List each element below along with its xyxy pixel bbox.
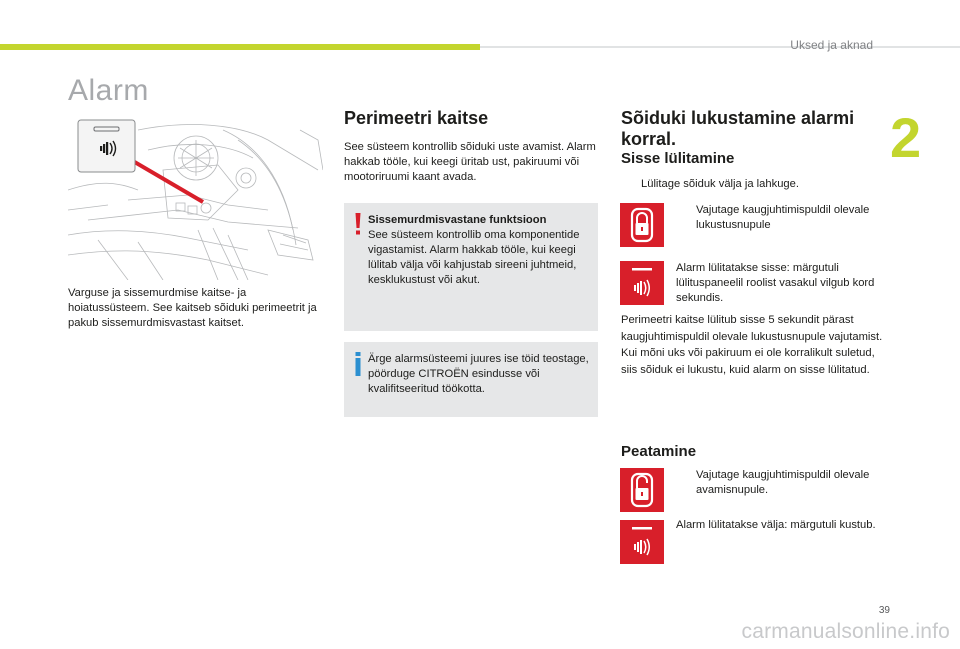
deactivation-title: Peatamine bbox=[621, 443, 697, 460]
watermark: carmanualsonline.info bbox=[741, 620, 950, 643]
info-note-text: Ärge alarmsüsteemi juures ise töid teostage, pöörduge CITROËN esindusse või kvalifitseeritud töökotta. bbox=[368, 353, 589, 395]
alarm-off-indicator-button bbox=[620, 520, 664, 564]
step-switch-off bbox=[621, 177, 871, 192]
lock-button-icon bbox=[620, 203, 664, 247]
step-press-unlock-text: Vajutage kaugjuhtimispuldil olevale avamisnupule. bbox=[696, 469, 870, 496]
chapter-number: 2 bbox=[890, 106, 922, 169]
page-title: Alarm bbox=[68, 74, 149, 107]
lock-closed-icon bbox=[620, 203, 664, 247]
locking-title: Sõiduki lukustamine alarmi korral. bbox=[621, 108, 855, 149]
intro-text: Varguse ja sissemurdmise kaitse- ja hoiatussüsteem. See kaitseb sõiduki perimeetrit ja pakub sissemurdmisvastast kaitset. bbox=[68, 287, 317, 329]
warning-note-body bbox=[368, 213, 594, 288]
dashboard-illustration bbox=[68, 110, 323, 280]
step-switch-off-text: Lülitage sõiduk välja ja lahkuge. bbox=[641, 178, 799, 190]
step-alarm-on: Alarm lülitatakse sisse: märgutuli lülituspaneelil roolist vasakul vilgub kord sekundis. bbox=[676, 262, 875, 304]
alarm-indicator-icon bbox=[620, 261, 664, 305]
perimeter-title: Perimeetri kaitse bbox=[344, 108, 489, 128]
step-press-lock-text: Vajutage kaugjuhtimispuldil olevale lukustusnupule bbox=[696, 204, 870, 231]
alarm-indicator-icon bbox=[620, 520, 664, 564]
activation-note: Perimeetri kaitse lülitub sisse 5 sekundit pärast kaugjuhtimispuldil olevale lukustusnupule vajutamist. Kui mõni uks või pakiruum ei ole korralikult suletud, siis sõiduk ei lukustu, kuid alarm on sisse lülitatud. bbox=[621, 314, 883, 376]
page-number: 39 bbox=[878, 605, 890, 616]
step-press-unlock bbox=[676, 468, 876, 498]
exclamation-icon bbox=[354, 213, 362, 235]
info-note bbox=[344, 342, 598, 417]
unlock-button-icon bbox=[620, 468, 664, 512]
warning-note-title: Sissemurdmisvastane funktsioon bbox=[368, 214, 547, 226]
lock-open-icon bbox=[620, 468, 664, 512]
perimeter-text: See süsteem kontrollib sõiduki uste avamist. Alarm hakkab tööle, kui keegi üritab ust, pakiruumi või mootoriruumi kaant avada. bbox=[344, 141, 596, 183]
alarm-indicator-button bbox=[620, 261, 664, 305]
dashboard-drawing bbox=[68, 110, 323, 280]
section-title: Uksed ja aknad bbox=[790, 38, 873, 52]
step-press-lock bbox=[676, 203, 876, 233]
warning-note bbox=[344, 203, 598, 331]
warning-note-text: See süsteem kontrollib oma komponentide vigastamist. Alarm hakkab tööle, kui keegi lülitab välja või kahjustab sireeni juhtmeid, kesklukustust või akut. bbox=[368, 229, 580, 286]
activation-title: Sisse lülitamine bbox=[621, 150, 735, 167]
info-bar-icon bbox=[354, 352, 362, 376]
header-accent-bar bbox=[0, 44, 480, 50]
step-alarm-off: Alarm lülitatakse välja: märgutuli kustub. bbox=[676, 519, 876, 531]
locking-section bbox=[621, 108, 881, 150]
perimeter-section bbox=[344, 108, 599, 185]
